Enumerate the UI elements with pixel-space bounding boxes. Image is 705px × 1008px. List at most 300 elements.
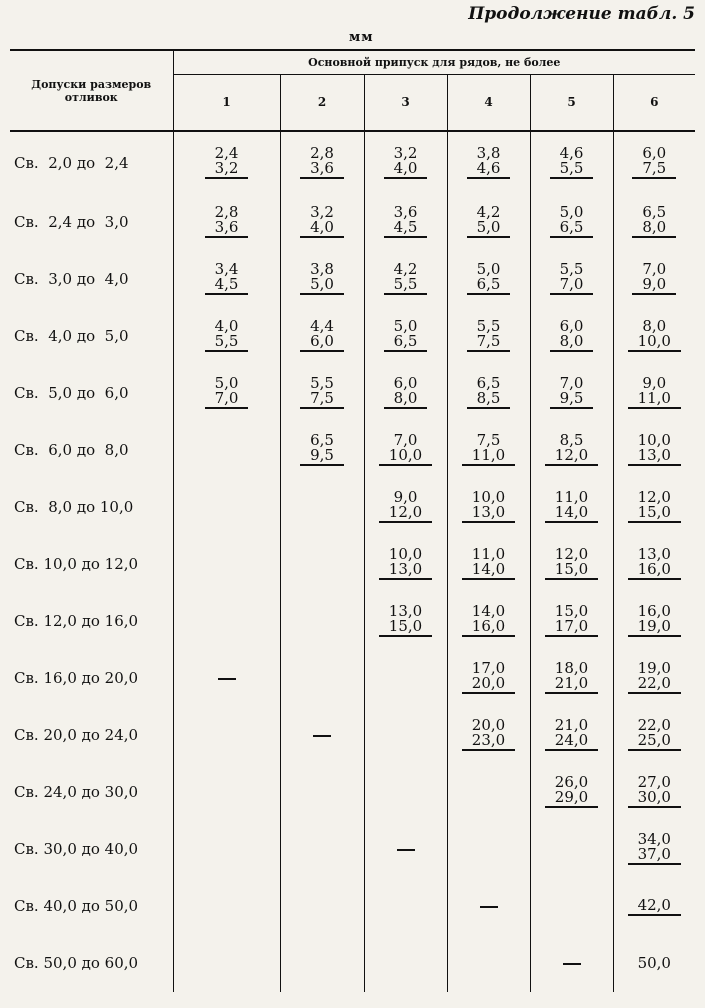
empty-cell (364, 877, 447, 934)
upper-value: 21,0 (554, 716, 589, 734)
row-label: Св. 5,0 до 6,0 (14, 383, 129, 402)
row-label: Св. 20,0 до 24,0 (14, 725, 139, 744)
value-cell (530, 535, 613, 592)
empty-cell (280, 592, 364, 649)
value-cell (613, 250, 695, 307)
table-row (10, 193, 695, 250)
table-row (10, 820, 695, 877)
value-cell (364, 193, 447, 250)
upper-value: 5,5 (476, 317, 501, 335)
column-header-5: 5 (530, 74, 613, 131)
value-cell (613, 706, 695, 763)
upper-value: 5,0 (393, 317, 418, 335)
upper-value: 3,2 (310, 203, 334, 221)
lower-value: 8,0 (393, 389, 418, 407)
value-pair (628, 832, 681, 865)
lower-value: 13,0 (471, 503, 506, 521)
value-pair (300, 433, 344, 466)
value-cell (364, 478, 447, 535)
lower-value: 17,0 (554, 617, 589, 635)
lower-value: 7,0 (214, 389, 239, 407)
row-label: Св. 30,0 до 40,0 (14, 839, 139, 858)
value-pair (300, 146, 344, 179)
value-pair (545, 433, 598, 466)
upper-value: 34,0 (637, 830, 671, 848)
empty-cell (530, 820, 613, 877)
value-pair (379, 547, 432, 580)
value-cell (613, 421, 695, 478)
upper-value: 18,0 (554, 659, 589, 677)
value-pair (545, 661, 598, 694)
value-pair (628, 956, 681, 972)
value-cell (613, 820, 695, 877)
lower-value: 7,5 (476, 332, 501, 350)
value-cell (613, 535, 695, 592)
upper-value: 6,5 (476, 374, 501, 392)
value-pair (384, 319, 428, 352)
value-cell (447, 649, 530, 706)
lower-value: 15,0 (388, 617, 423, 635)
upper-value: 4,2 (476, 203, 501, 221)
lower-value: 24,0 (554, 731, 589, 749)
value-cell (447, 250, 530, 307)
lower-value: 11,0 (471, 446, 506, 464)
value-cell (447, 421, 530, 478)
value-pair (462, 661, 515, 694)
value-cell (613, 364, 695, 421)
value-pair (205, 262, 249, 295)
value-cell (364, 592, 447, 649)
upper-value: 3,8 (476, 144, 501, 162)
allowance-table (10, 49, 695, 992)
value-pair (628, 604, 681, 637)
upper-value: 12,0 (554, 545, 589, 563)
upper-value: 19,0 (637, 659, 671, 677)
upper-value: 6,5 (310, 431, 334, 449)
value-pair (384, 376, 428, 409)
lower-value: 19,0 (637, 617, 671, 635)
lower-value: 9,5 (310, 446, 334, 464)
upper-value: 7,0 (393, 431, 418, 449)
value-cell (447, 706, 530, 763)
value-cell (613, 592, 695, 649)
lower-value: 16,0 (637, 560, 671, 578)
table-row (10, 535, 695, 592)
value-pair (545, 604, 598, 637)
value-cell (613, 307, 695, 364)
value-cell (613, 478, 695, 535)
empty-cell (280, 934, 364, 992)
table-row (10, 763, 695, 820)
upper-value: 6,5 (642, 203, 667, 221)
upper-value: 15,0 (554, 602, 589, 620)
value-cell (613, 763, 695, 820)
value-pair (628, 661, 681, 694)
column-header-2: 2 (280, 74, 364, 131)
value-cell (613, 649, 695, 706)
dash-mark (480, 906, 498, 908)
upper-value: 12,0 (637, 488, 671, 506)
row-label: Св. 12,0 до 16,0 (14, 611, 139, 630)
value-pair (379, 490, 432, 523)
lower-value: 7,5 (642, 159, 667, 177)
empty-cell (173, 820, 280, 877)
table-row (10, 421, 695, 478)
value-pair (545, 775, 598, 808)
value-pair (462, 718, 515, 751)
empty-cell (280, 649, 364, 706)
lower-value: 6,5 (393, 332, 418, 350)
lower-value: 13,0 (388, 560, 423, 578)
lower-value: 4,5 (214, 275, 239, 293)
row-label: Св. 4,0 до 5,0 (14, 326, 129, 345)
upper-value: 4,6 (559, 144, 584, 162)
value-pair (467, 205, 511, 238)
empty-cell (173, 478, 280, 535)
value-cell (530, 364, 613, 421)
lower-value: 4,0 (310, 218, 334, 236)
value-pair (467, 262, 511, 295)
value-cell (530, 421, 613, 478)
value-pair (384, 262, 428, 295)
value-cell (364, 250, 447, 307)
lower-value: 6,5 (559, 218, 584, 236)
upper-value: 7,5 (476, 431, 501, 449)
value-pair (628, 490, 681, 523)
value-pair (628, 547, 681, 580)
empty-cell (280, 763, 364, 820)
upper-value: 5,0 (559, 203, 584, 221)
value-pair (545, 718, 598, 751)
value-cell (613, 131, 695, 193)
value-cell (364, 421, 447, 478)
empty-cell (280, 478, 364, 535)
lower-value: 3,6 (214, 218, 239, 236)
upper-value: 14,0 (471, 602, 506, 620)
lower-value: 10,0 (388, 446, 423, 464)
value-cell (280, 307, 364, 364)
table-row (10, 649, 695, 706)
value-cell (613, 877, 695, 934)
upper-value: 16,0 (637, 602, 671, 620)
row-label: Св. 8,0 до 10,0 (14, 497, 134, 516)
upper-value: 10,0 (388, 545, 423, 563)
lower-value: 6,0 (310, 332, 334, 350)
value-pair (384, 205, 428, 238)
table-row (10, 934, 695, 992)
value-pair (379, 604, 432, 637)
value-pair (628, 895, 681, 916)
value-cell (530, 131, 613, 193)
lower-value: 13,0 (637, 446, 671, 464)
value-cell (280, 364, 364, 421)
value-cell (280, 250, 364, 307)
value-pair (628, 433, 681, 466)
value-cell (447, 193, 530, 250)
value-pair (462, 433, 515, 466)
value-cell (530, 763, 613, 820)
lower-value: 23,0 (471, 731, 506, 749)
upper-value: 4,0 (214, 317, 239, 335)
value-cell (447, 364, 530, 421)
lower-value: 20,0 (471, 674, 506, 692)
value-pair (550, 205, 594, 238)
value-cell (530, 478, 613, 535)
stub-header: Допуски размеров отливок (10, 50, 173, 131)
value-pair (550, 319, 594, 352)
continuation-label: Продолжение табл. 5 (468, 4, 695, 24)
upper-value: 5,0 (476, 260, 501, 278)
value-pair (467, 146, 511, 179)
value-cell (447, 307, 530, 364)
lower-value: 3,6 (310, 159, 334, 177)
lower-value: 5,5 (214, 332, 239, 350)
empty-cell (447, 934, 530, 992)
empty-cell (364, 706, 447, 763)
value-pair (550, 376, 594, 409)
upper-value: 7,0 (559, 374, 584, 392)
value-cell (173, 364, 280, 421)
lower-value: 21,0 (554, 674, 589, 692)
lower-value: 11,0 (637, 389, 671, 407)
value-cell (364, 535, 447, 592)
empty-cell (173, 706, 280, 763)
empty-cell (364, 934, 447, 992)
value-cell (447, 478, 530, 535)
upper-value: 5,5 (310, 374, 334, 392)
upper-value: 2,8 (310, 144, 334, 162)
upper-value: 8,5 (559, 431, 584, 449)
upper-value: 8,0 (642, 317, 667, 335)
empty-cell (173, 649, 280, 706)
empty-cell (530, 934, 613, 992)
row-label: Св. 24,0 до 30,0 (14, 782, 139, 801)
lower-value: 25,0 (637, 731, 671, 749)
value-cell (447, 535, 530, 592)
lower-value: 12,0 (388, 503, 423, 521)
lower-value: 16,0 (471, 617, 506, 635)
empty-cell (447, 820, 530, 877)
value-pair (550, 146, 594, 179)
lower-value: 3,2 (214, 159, 239, 177)
value-pair (205, 376, 249, 409)
row-label: Св. 6,0 до 8,0 (14, 440, 129, 459)
value-pair (628, 775, 681, 808)
value-pair (632, 205, 676, 238)
upper-value: 17,0 (471, 659, 506, 677)
table-row (10, 877, 695, 934)
lower-value: 8,0 (559, 332, 584, 350)
upper-value: 2,4 (214, 144, 239, 162)
lower-value: 4,0 (393, 159, 418, 177)
empty-cell (173, 592, 280, 649)
upper-value: 13,0 (637, 545, 671, 563)
value-cell (364, 307, 447, 364)
lower-value: 12,0 (554, 446, 589, 464)
upper-value: 2,8 (214, 203, 239, 221)
upper-value: 26,0 (554, 773, 589, 791)
value-pair (462, 604, 515, 637)
lower-value: 22,0 (637, 674, 671, 692)
empty-cell (173, 535, 280, 592)
row-label: Св. 16,0 до 20,0 (14, 668, 139, 687)
upper-value: 22,0 (637, 716, 671, 734)
value-pair (467, 319, 511, 352)
empty-cell (280, 535, 364, 592)
row-label: Св. 2,0 до 2,4 (14, 153, 129, 172)
value-cell (280, 193, 364, 250)
column-header-4: 4 (447, 74, 530, 131)
upper-value: 42,0 (637, 895, 671, 914)
value-pair (545, 490, 598, 523)
column-header-6: 6 (613, 74, 695, 131)
lower-value: 6,5 (476, 275, 501, 293)
upper-value: 11,0 (554, 488, 589, 506)
empty-cell (364, 820, 447, 877)
value-pair (379, 433, 432, 466)
table-row (10, 250, 695, 307)
value-pair (205, 319, 249, 352)
table-row (10, 364, 695, 421)
empty-cell (447, 877, 530, 934)
lower-value: 4,6 (476, 159, 501, 177)
value-pair (467, 376, 511, 409)
unit-label: мм (349, 30, 374, 45)
upper-value: 9,0 (393, 488, 418, 506)
value-cell (173, 131, 280, 193)
value-cell (613, 193, 695, 250)
value-cell (613, 934, 695, 992)
empty-cell (173, 421, 280, 478)
value-pair (628, 319, 681, 352)
value-cell (364, 364, 447, 421)
row-label: Св. 40,0 до 50,0 (14, 896, 139, 915)
lower-value: 8,5 (476, 389, 501, 407)
value-pair (300, 262, 344, 295)
dash-mark (313, 735, 331, 737)
column-header-1: 1 (173, 74, 280, 131)
lower-value: 15,0 (554, 560, 589, 578)
value-pair (632, 262, 676, 295)
empty-cell (364, 649, 447, 706)
value-pair (205, 146, 249, 179)
value-cell (530, 649, 613, 706)
lower-value: 5,5 (393, 275, 418, 293)
empty-cell (280, 877, 364, 934)
value-pair (550, 262, 594, 295)
upper-value: 4,2 (393, 260, 418, 278)
empty-cell (173, 763, 280, 820)
value-pair (632, 146, 676, 179)
value-pair (205, 205, 249, 238)
upper-value: 3,8 (310, 260, 334, 278)
value-pair (628, 376, 681, 409)
row-label: Св. 50,0 до 60,0 (14, 954, 139, 972)
value-cell (447, 592, 530, 649)
lower-value: 30,0 (637, 788, 671, 806)
upper-value: 13,0 (388, 602, 423, 620)
lower-value: 15,0 (637, 503, 671, 521)
lower-value: 7,5 (310, 389, 334, 407)
upper-value: 10,0 (637, 431, 671, 449)
upper-value: 6,0 (559, 317, 584, 335)
value-pair (300, 376, 344, 409)
upper-value: 50,0 (637, 954, 671, 972)
dash-mark (563, 963, 581, 965)
empty-cell (447, 763, 530, 820)
lower-value: 5,5 (559, 159, 584, 177)
lower-value: 14,0 (471, 560, 506, 578)
table-row (10, 592, 695, 649)
value-cell (173, 193, 280, 250)
upper-value: 3,2 (393, 144, 418, 162)
upper-value: 10,0 (471, 488, 506, 506)
value-cell (530, 706, 613, 763)
dash-mark (218, 678, 236, 680)
row-label: Св. 3,0 до 4,0 (14, 269, 129, 288)
value-cell (530, 193, 613, 250)
value-pair (300, 205, 344, 238)
value-pair (462, 490, 515, 523)
value-cell (530, 592, 613, 649)
empty-cell (364, 763, 447, 820)
value-cell (530, 307, 613, 364)
table-row (10, 478, 695, 535)
value-cell (173, 250, 280, 307)
value-pair (384, 146, 428, 179)
value-cell (447, 131, 530, 193)
row-label: Св. 2,4 до 3,0 (14, 212, 129, 231)
lower-value: 29,0 (554, 788, 589, 806)
upper-value: 3,6 (393, 203, 418, 221)
lower-value: 14,0 (554, 503, 589, 521)
value-pair (300, 319, 344, 352)
lower-value: 5,0 (310, 275, 334, 293)
value-cell (364, 131, 447, 193)
lower-value: 37,0 (637, 845, 671, 863)
value-cell (280, 131, 364, 193)
upper-value: 9,0 (642, 374, 667, 392)
table-row (10, 307, 695, 364)
empty-cell (173, 877, 280, 934)
upper-value: 6,0 (393, 374, 418, 392)
lower-value: 7,0 (559, 275, 584, 293)
lower-value: 4,5 (393, 218, 418, 236)
dash-mark (397, 849, 415, 851)
upper-value: 7,0 (642, 260, 667, 278)
column-header-3: 3 (364, 74, 447, 131)
upper-value: 3,4 (214, 260, 239, 278)
lower-value: 10,0 (637, 332, 671, 350)
value-cell (173, 307, 280, 364)
lower-value: 9,0 (642, 275, 667, 293)
lower-value: 9,5 (559, 389, 584, 407)
empty-cell (280, 820, 364, 877)
upper-value: 5,5 (559, 260, 584, 278)
table-row (10, 131, 695, 193)
upper-value: 20,0 (471, 716, 506, 734)
value-cell (280, 421, 364, 478)
upper-value: 6,0 (642, 144, 667, 162)
upper-value: 11,0 (471, 545, 506, 563)
upper-value: 5,0 (214, 374, 239, 392)
empty-cell (173, 934, 280, 992)
empty-cell (530, 877, 613, 934)
lower-value: 5,0 (476, 218, 501, 236)
upper-value: 4,4 (310, 317, 334, 335)
value-pair (628, 718, 681, 751)
span-header: Основной припуск для рядов, не более (173, 50, 695, 74)
